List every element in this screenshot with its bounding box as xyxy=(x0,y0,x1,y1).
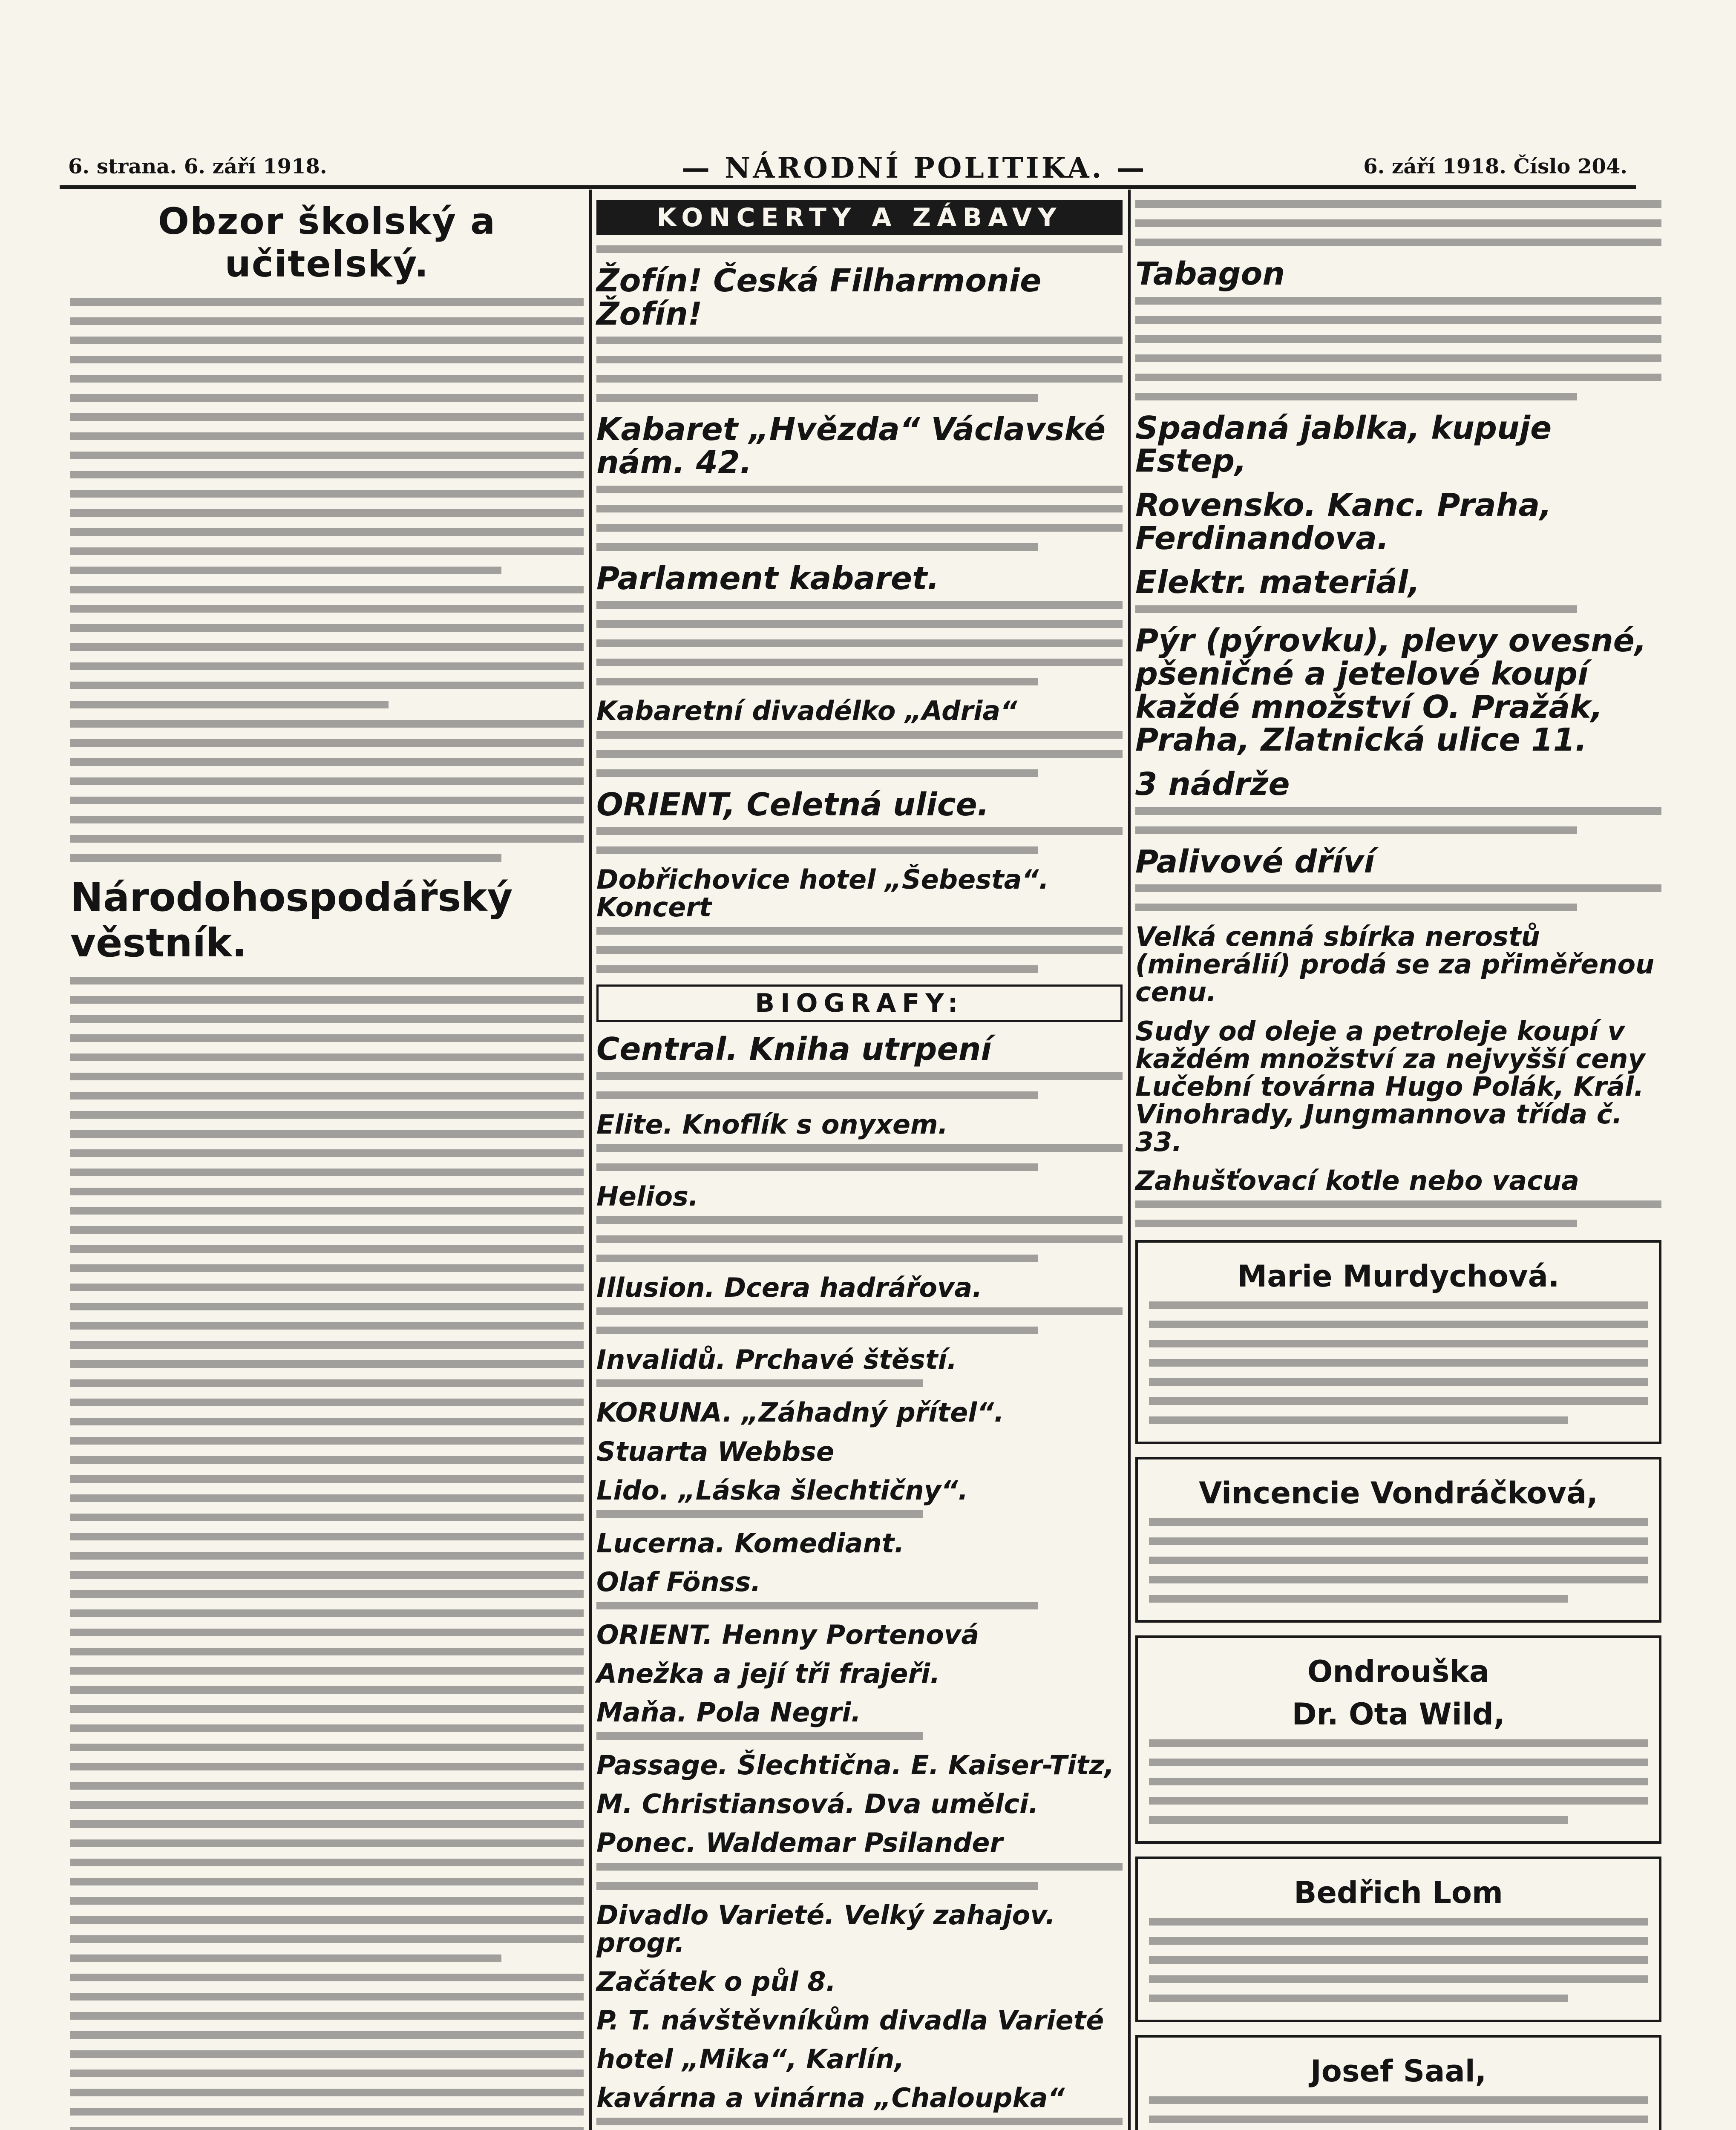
text-block xyxy=(70,586,584,708)
column-rule xyxy=(1128,190,1131,2130)
ad-pola: Maňa. Pola Negri. xyxy=(596,1697,861,1728)
ad-orient-2: ORIENT. Henny Portenová xyxy=(596,1619,979,1650)
ad-passage: Passage. Šlechtična. E. Kaiser-Titz, xyxy=(596,1750,1114,1781)
text-block xyxy=(70,977,584,1962)
column-rule xyxy=(589,190,592,2130)
ad-webbse: Stuarta Webbse xyxy=(596,1436,835,1467)
ad-anezka: Anežka a její tři frajeři. xyxy=(596,1658,940,1690)
page-header xyxy=(60,151,1636,189)
ad-variete: Divadlo Varieté. Velký zahajov. progr. xyxy=(596,1899,1056,1958)
notice-name: Dr. Ota Wild, xyxy=(1292,1697,1505,1732)
obituary-vondrackova xyxy=(1135,1457,1661,1623)
ad-kavarna: kavárna a vinárna „Chaloupka“ xyxy=(596,2082,1065,2113)
ad-hvezda: Kabaret „Hvězda“ Václavské nám. 42. xyxy=(596,411,1106,481)
ad-zacatek: Začátek o půl 8. xyxy=(596,1966,836,1997)
section-heading-school: Obzor školský a učitelský. xyxy=(158,200,496,285)
ad-elektr: Elektr. materiál, xyxy=(1135,564,1420,601)
notice-name: Ondrouška xyxy=(1307,1654,1490,1690)
notice-name: Bedřich Lom xyxy=(1294,1875,1503,1911)
page-label: 6. strana. 6. září 1918. xyxy=(68,155,327,178)
ad-koruna: KORUNA. „Záhadný přítel“. xyxy=(596,1397,1004,1428)
obituary-lom xyxy=(1135,1857,1661,2022)
ad-zofin: Žofín! Česká Filharmonie Žofín! xyxy=(596,262,1042,332)
section-heading-agri: Národohospodářský věstník. xyxy=(70,875,513,966)
ad-lido: Lido. „Láska šlechtičny“. xyxy=(596,1474,968,1506)
biografy-banner: BIOGRAFY: xyxy=(596,984,1123,1022)
ad-lucerna: Lucerna. Komediant. xyxy=(596,1527,904,1559)
ad-helios: Helios. xyxy=(596,1181,699,1212)
ad-ponec: Ponec. Waldemar Psilander xyxy=(596,1827,1003,1859)
ad-tabagon: Tabagon xyxy=(1135,256,1285,292)
obituary-murdychova xyxy=(1135,1240,1661,1444)
column-3 xyxy=(1135,200,1661,2130)
text-block xyxy=(70,298,584,574)
ad-sudy: Sudy od oleje a petroleje koupí v každém množství za nejvyšší ceny Lučební továrna Hugo Polák, Král. Vinohrady, Jungmannova třída č. 33. xyxy=(1135,1015,1645,1157)
column-2 xyxy=(596,200,1123,2130)
ad-pt: P. T. návštěvníkům divadla Varieté xyxy=(596,2004,1104,2036)
ad-parlament: Parlament kabaret. xyxy=(596,560,939,597)
ad-adria: Kabaretní divadélko „Adria“ xyxy=(596,695,1018,727)
masthead: — NÁRODNÍ POLITIKA. — xyxy=(682,151,1147,184)
concerts-banner: KONCERTY A ZÁBAVY xyxy=(596,200,1123,235)
ad-orient: ORIENT, Celetná ulice. xyxy=(596,786,989,823)
ad-fonss: Olaf Fönss. xyxy=(596,1566,761,1598)
ad-sbirka: Velká cenná sbírka nerostů (minerálií) prodá se za přiměřenou cenu. xyxy=(1135,921,1655,1008)
notice-name: Marie Murdychová. xyxy=(1237,1259,1560,1294)
ad-invalidu: Invalidů. Prchavé štěstí. xyxy=(596,1344,957,1376)
ad-palivove: Palivové dříví xyxy=(1135,843,1375,880)
ad-spadana: Spadaná jablka, kupuje Estep, xyxy=(1135,409,1552,480)
date-issue: 6. září 1918. Číslo 204. xyxy=(1363,155,1627,178)
ad-illusion: Illusion. Dcera hadrářova. xyxy=(596,1272,982,1304)
ad-zahustovaci: Zahušťovací kotle nebo vacua xyxy=(1135,1165,1579,1196)
ad-elite: Elite. Knoflík s onyxem. xyxy=(596,1109,948,1140)
ad-rovensko: Rovensko. Kanc. Praha, Ferdinandova. xyxy=(1135,487,1552,557)
ad-mika: hotel „Mika“, Karlín, xyxy=(596,2043,904,2075)
column-1 xyxy=(70,200,584,2130)
notice-name: Vincencie Vondráčková, xyxy=(1199,1476,1598,1511)
text-block xyxy=(70,720,584,862)
ad-christians: M. Christiansová. Dva umělci. xyxy=(596,1788,1039,1820)
ad-sebesta: Dobřichovice hotel „Šebesta“. Koncert xyxy=(596,864,1049,923)
obituary-wild xyxy=(1135,1635,1661,1844)
notice-name: Josef Saal, xyxy=(1310,2054,1487,2089)
text-block xyxy=(70,1974,584,2130)
ad-central: Central. Kniha utrpení xyxy=(596,1031,992,1068)
ad-pyr: Pýr (pýrovku), plevy ovesné, pšeničné a jetelové koupí každé množství O. Pražák, Praha, Zlatnická ulice 11. xyxy=(1135,622,1647,759)
ad-nadrze: 3 nádrže xyxy=(1135,766,1290,803)
obituary-saal xyxy=(1135,2035,1661,2130)
